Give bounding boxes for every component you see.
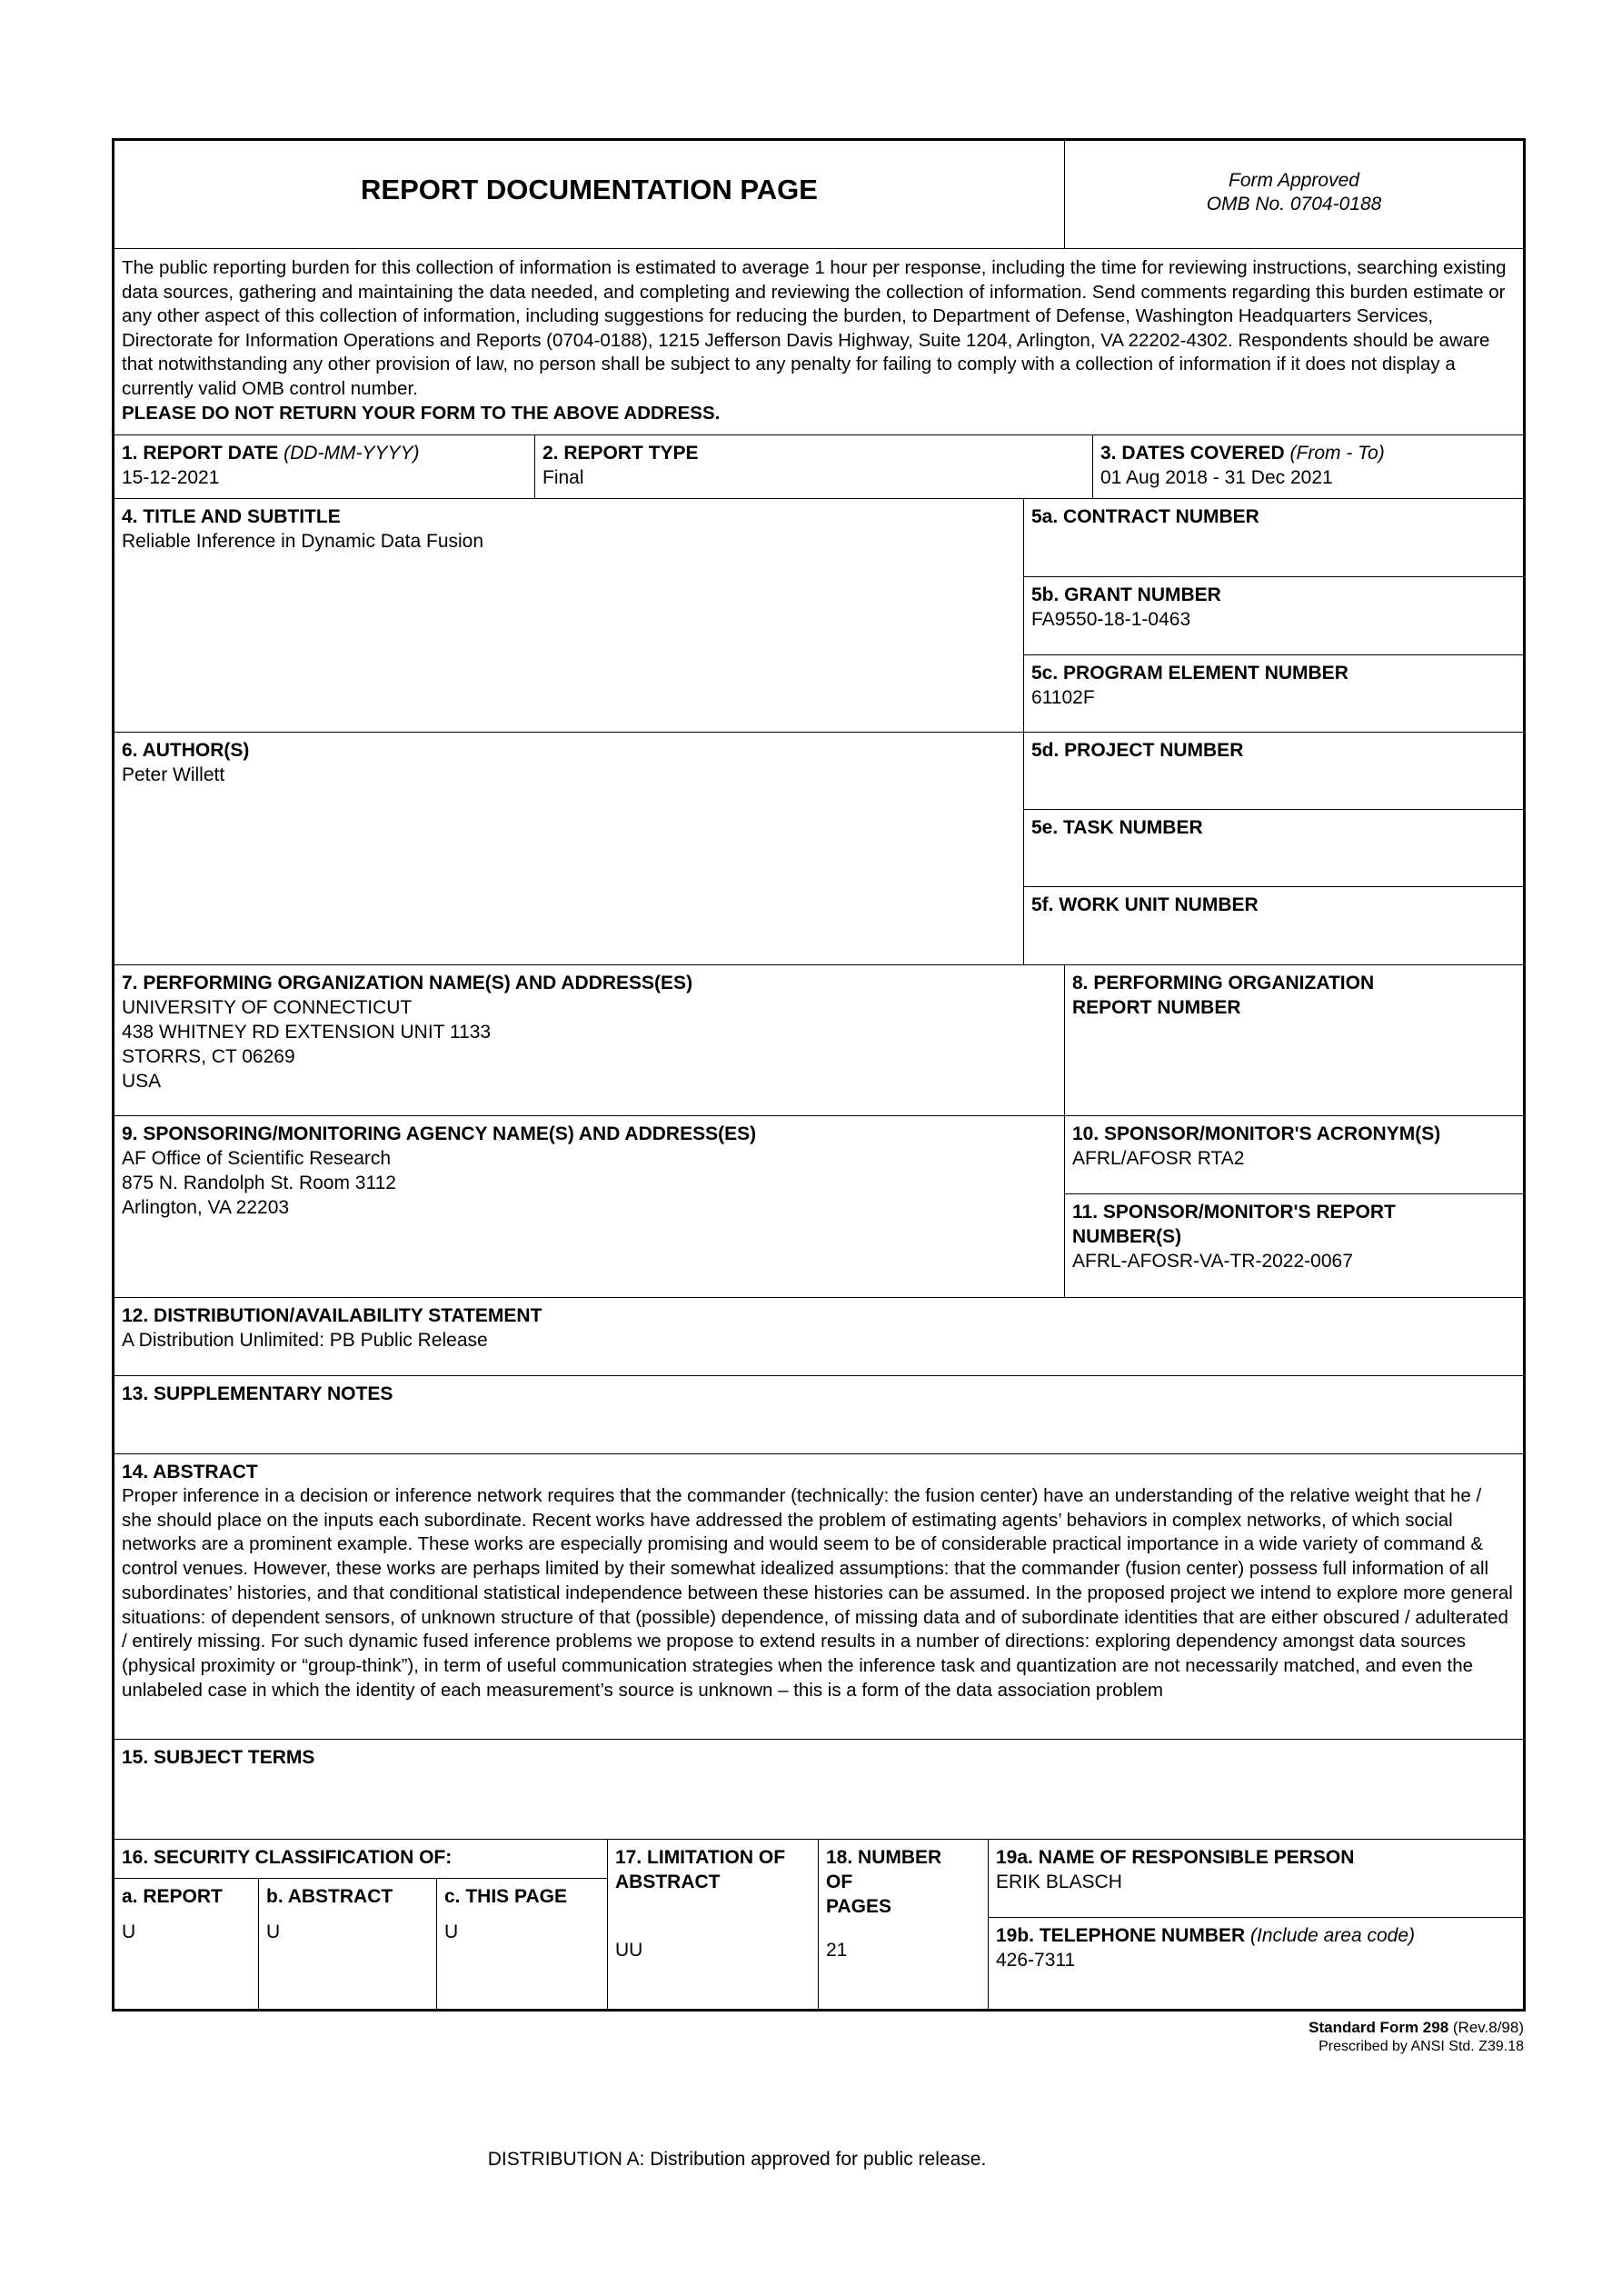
performing-org-cell [114, 964, 1064, 1115]
performing-org-line: 438 WHITNEY RD EXTENSION UNIT 1133 [122, 1022, 492, 1043]
report-date-hint: (DD-MM-YYYY) [284, 443, 420, 464]
authors-value: Peter Willett [122, 764, 225, 785]
performing-org-line: USA [122, 1071, 162, 1092]
limitation-value: UU [615, 1940, 643, 1961]
subject-terms-label: 15. SUBJECT TERMS [122, 1747, 315, 1768]
num-pages-cell [818, 1839, 988, 2009]
performing-report-label: 8. PERFORMING ORGANIZATION [1072, 973, 1375, 993]
distribution-note: DISTRIBUTION A: Distribution approved for public release. [487, 2149, 987, 2170]
report-type-value: Final [542, 467, 584, 488]
form-header [114, 141, 1064, 248]
security-class-label: 16. SECURITY CLASSIFICATION OF: [122, 1847, 453, 1868]
report-date-cell [114, 434, 534, 498]
sponsoring-agency-line: AF Office of Scientific Research [122, 1148, 392, 1169]
class-report-value: U [122, 1922, 136, 1942]
num-pages-label: 18. NUMBER [826, 1847, 942, 1868]
title-subtitle-value: Reliable Inference in Dynamic Data Fusion [122, 531, 484, 552]
burden-statement: The public reporting burden for this collection of information is estimated to average 1 hour per response, including the time for reviewing instructions, searching existing data sources, gathering and maintaining the data needed, and completing and reviewing the collection of information. Send comments regarding this burden estimate or any other aspect of this collection of information, including suggestions for reducing the burden, to Department of Defense, Washington Headquarters Services, Directorate for Information Operations and Reports (0704-0188), 1215 Jefferson Davis Highway, Suite 1204, Arlington, VA 22202-4302. Respondents should be aware that notwithstanding any other provision of law, no person shall be subject to any penalty for failing to comply with a collection of information if it does not display a currently valid OMB control number. [122, 257, 1507, 399]
program-element-label: 5c. PROGRAM ELEMENT NUMBER [1031, 663, 1348, 684]
performing-org-label: 7. PERFORMING ORGANIZATION NAME(S) AND ADDRESS(ES) [122, 973, 693, 993]
distribution-label: 12. DISTRIBUTION/AVAILABILITY STATEMENT [122, 1305, 542, 1326]
num-pages-label-3: PAGES [826, 1896, 891, 1917]
do-not-return-notice: PLEASE DO NOT RETURN YOUR FORM TO THE ABOVE ADDRESS. [122, 402, 721, 424]
class-page-label: c. THIS PAGE [444, 1886, 567, 1907]
abstract-label: 14. ABSTRACT [122, 1462, 258, 1482]
omb-number: OMB No. 0704-0188 [1206, 194, 1382, 215]
project-number-cell [1023, 732, 1523, 809]
dates-covered-cell [1092, 434, 1523, 498]
authors-cell [114, 732, 1023, 964]
performing-org-line: UNIVERSITY OF CONNECTICUT [122, 997, 413, 1018]
contract-number-label: 5a. CONTRACT NUMBER [1031, 506, 1259, 527]
sponsoring-agency-cell [114, 1115, 1064, 1297]
title-subtitle-label: 4. TITLE AND SUBTITLE [122, 506, 341, 527]
supplementary-label: 13. SUPPLEMENTARY NOTES [122, 1383, 393, 1404]
grant-number-label: 5b. GRANT NUMBER [1031, 584, 1221, 605]
form-revision: (Rev.8/98) [1452, 2019, 1524, 2036]
class-abstract-label: b. ABSTRACT [266, 1886, 393, 1907]
report-documentation-form [112, 138, 1526, 2011]
telephone-hint: (Include area code) [1250, 1925, 1415, 1946]
limitation-label-2: ABSTRACT [615, 1872, 721, 1892]
num-pages-value: 21 [826, 1940, 848, 1961]
class-page-value: U [444, 1922, 459, 1942]
program-element-value: 61102F [1031, 687, 1095, 708]
report-type-cell [534, 434, 1092, 498]
contract-number-cell [1023, 498, 1523, 576]
omb-approval-box [1064, 141, 1523, 248]
dates-covered-hint: (From - To) [1289, 443, 1385, 464]
security-class-cell [114, 1839, 607, 1878]
limitation-label: 17. LIMITATION OF [615, 1847, 786, 1868]
report-date-label: 1. REPORT DATE [122, 443, 279, 464]
class-page-cell [436, 1878, 607, 2009]
work-unit-label: 5f. WORK UNIT NUMBER [1031, 894, 1259, 915]
class-report-cell [114, 1878, 258, 2009]
telephone-cell [988, 1917, 1523, 2009]
responsible-person-cell [988, 1839, 1523, 1917]
telephone-label: 19b. TELEPHONE NUMBER [996, 1925, 1246, 1946]
sponsor-report-value: AFRL-AFOSR-VA-TR-2022-0067 [1072, 1251, 1353, 1272]
dates-covered-value: 01 Aug 2018 - 31 Dec 2021 [1100, 467, 1333, 488]
sponsor-report-label: 11. SPONSOR/MONITOR'S REPORT [1072, 1202, 1396, 1223]
program-element-cell [1023, 654, 1523, 732]
sponsor-report-cell [1064, 1193, 1523, 1297]
report-date-value: 15-12-2021 [122, 467, 220, 488]
class-abstract-value: U [266, 1922, 281, 1942]
sponsoring-agency-line: 875 N. Randolph St. Room 3112 [122, 1173, 396, 1193]
num-pages-label-2: OF [826, 1872, 853, 1892]
sponsor-acronym-value: AFRL/AFOSR RTA2 [1072, 1148, 1245, 1169]
sponsoring-agency-label: 9. SPONSORING/MONITORING AGENCY NAME(S) AND ADDRESS(ES) [122, 1123, 757, 1144]
sponsor-report-label-2: NUMBER(S) [1072, 1226, 1182, 1247]
form-approved-text: Form Approved [1229, 170, 1359, 191]
standard-form-footer [1309, 2018, 1524, 2056]
burden-statement-box [114, 248, 1523, 434]
page-title: REPORT DOCUMENTATION PAGE [361, 174, 818, 205]
project-number-label: 5d. PROJECT NUMBER [1031, 740, 1244, 761]
standard-form-label: Standard Form 298 [1309, 2019, 1449, 2036]
grant-number-value: FA9550-18-1-0463 [1031, 609, 1191, 630]
abstract-text: Proper inference in a decision or inference network requires that the commander (technically: the fusion center) have an understanding of the relative weight that he / she should place on the inputs each subordinate. Recent works have addressed the problem of estimating agents’ behaviors in complex networks, of which social networks are a prominent example. These works are especially promising and would seem to be of considerable practical importance in a wide variety of command & control venues. However, these works are perhaps limited by their somewhat idealized assumptions: that the commander (fusion center) possess full information of all subordinates’ histories, and that conditional statistical independence between these histories can be assumed. In the proposed project we intend to explore more general situations: of dependent sensors, of unknown structure of that (possible) dependence, of missing data and of subordinate identities that are either obscured / adulterated / entirely missing. For such dynamic fused inference problems we propose to extend results in a number of directions: exploring dependency amongst data sources (physical proximity or “group-think”), in term of useful communication strategies when the inference task and quantization are not necessarily matched, and even the unlabeled case in which the identity of each measurement’s source is unknown – this is a form of the data association problem [122, 1485, 1513, 1701]
class-report-label: a. REPORT [122, 1886, 223, 1907]
performing-org-line: STORRS, CT 06269 [122, 1046, 295, 1067]
sponsoring-agency-line: Arlington, VA 22203 [122, 1197, 290, 1218]
limitation-cell [607, 1839, 818, 2009]
grant-number-cell [1023, 576, 1523, 654]
performing-report-label-2: REPORT NUMBER [1072, 997, 1241, 1018]
work-unit-cell [1023, 886, 1523, 964]
sponsor-acronym-label: 10. SPONSOR/MONITOR'S ACRONYM(S) [1072, 1123, 1441, 1144]
supplementary-cell [114, 1375, 1523, 1453]
title-subtitle-cell [114, 498, 1023, 732]
task-number-cell [1023, 809, 1523, 886]
authors-label: 6. AUTHOR(S) [122, 740, 250, 761]
performing-report-cell [1064, 964, 1523, 1115]
task-number-label: 5e. TASK NUMBER [1031, 817, 1203, 838]
responsible-person-label: 19a. NAME OF RESPONSIBLE PERSON [996, 1847, 1355, 1868]
abstract-cell [114, 1453, 1523, 1739]
class-abstract-cell [258, 1878, 436, 2009]
distribution-value: A Distribution Unlimited: PB Public Release [122, 1330, 488, 1351]
report-type-label: 2. REPORT TYPE [542, 443, 699, 464]
sponsor-acronym-cell [1064, 1115, 1523, 1193]
dates-covered-label: 3. DATES COVERED [1100, 443, 1285, 464]
prescribed-by: Prescribed by ANSI Std. Z39.18 [1318, 2039, 1524, 2054]
distribution-cell [114, 1297, 1523, 1375]
subject-terms-cell [114, 1739, 1523, 1839]
responsible-person-value: ERIK BLASCH [996, 1872, 1122, 1892]
telephone-value: 426-7311 [996, 1950, 1076, 1971]
